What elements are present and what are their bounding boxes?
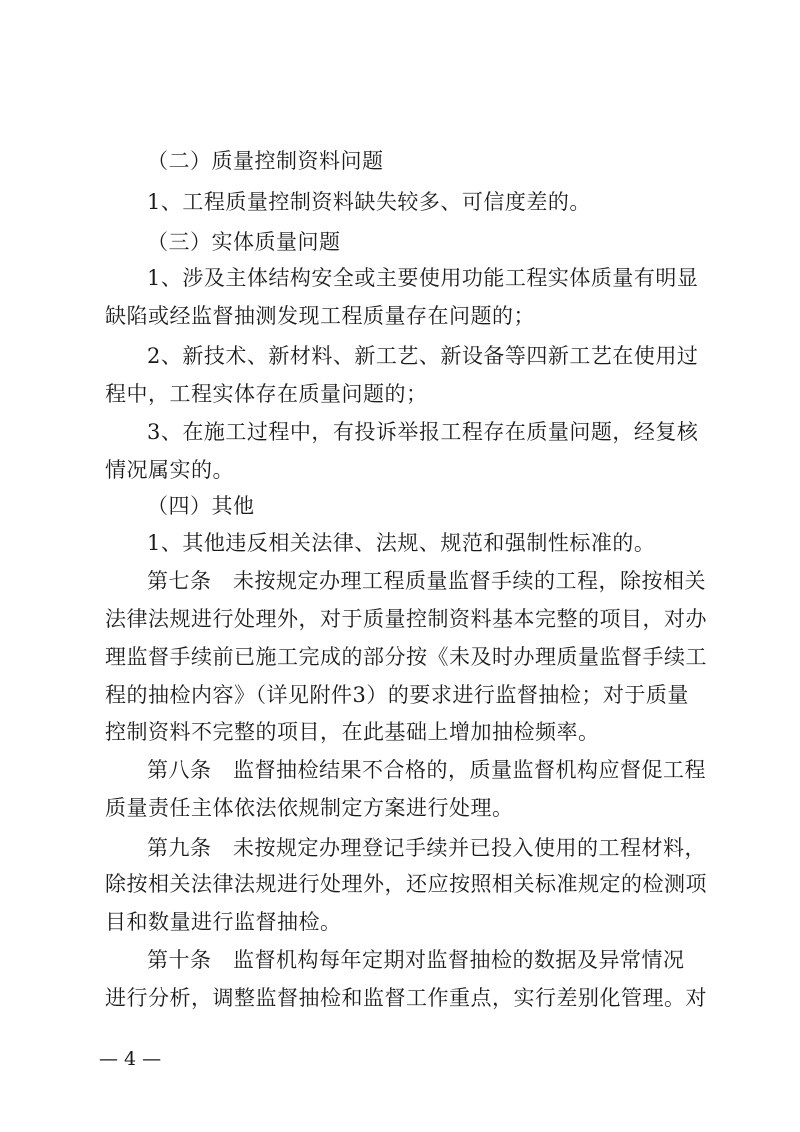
article-7-line: 控制资料不完整的项目，在此基础上增加抽检频率。 (105, 720, 600, 744)
paragraph-line: 2、新技术、新材料、新工艺、新设备等四新工艺在使用过 (147, 344, 699, 368)
paragraph-line: 程中，工程实体存在质量问题的； (105, 382, 428, 406)
paragraph-line: 1、工程质量控制资料缺失较多、可信度差的。 (147, 190, 591, 214)
article-10-line: 第十条 监督机构每年定期对监督抽检的数据及异常情况 (147, 948, 685, 972)
section-heading-2: （二）质量控制资料问题 (147, 149, 384, 173)
section-heading-3: （三）实体质量问题 (147, 230, 341, 254)
article-8-line: 第八条 监督抽检结果不合格的，质量监督机构应督促工程 (147, 758, 706, 782)
article-7-line: 程的抽检内容》（详见附件3）的要求进行监督抽检；对于质量 (105, 683, 689, 707)
article-9-line: 第九条 未按规定办理登记手续并已投入使用的工程材料， (147, 836, 706, 860)
paragraph-line: 3、在施工过程中，有投诉举报工程存在质量问题，经复核 (147, 420, 699, 444)
article-8-line: 质量责任主体依法依规制定方案进行处理。 (105, 796, 514, 820)
article-7-line: 法律法规进行处理外，对于质量控制资料基本完整的项目，对办 (105, 607, 707, 631)
article-7-line: 理监督手续前已施工完成的部分按《未及时办理质量监督手续工 (105, 645, 707, 669)
article-9-line: 除按相关法律法规进行处理外，还应按照相关标准规定的检测项 (105, 872, 707, 896)
page-number: — 4 — (99, 1048, 162, 1070)
paragraph-line: 1、其他违反相关法律、法规、规范和强制性标准的。 (147, 531, 656, 555)
paragraph-line: 情况属实的。 (105, 458, 234, 482)
paragraph-line: 1、涉及主体结构安全或主要使用功能工程实体质量有明显 (147, 266, 699, 290)
paragraph-line: 缺陷或经监督抽测发现工程质量存在问题的； (105, 304, 535, 328)
article-10-line: 进行分析，调整监督抽检和监督工作重点，实行差别化管理。对 (105, 986, 707, 1010)
article-7-line: 第七条 未按规定办理工程质量监督手续的工程，除按相关 (147, 569, 706, 593)
article-9-line: 目和数量进行监督抽检。 (105, 910, 342, 934)
section-heading-4: （四）其他 (147, 494, 255, 518)
